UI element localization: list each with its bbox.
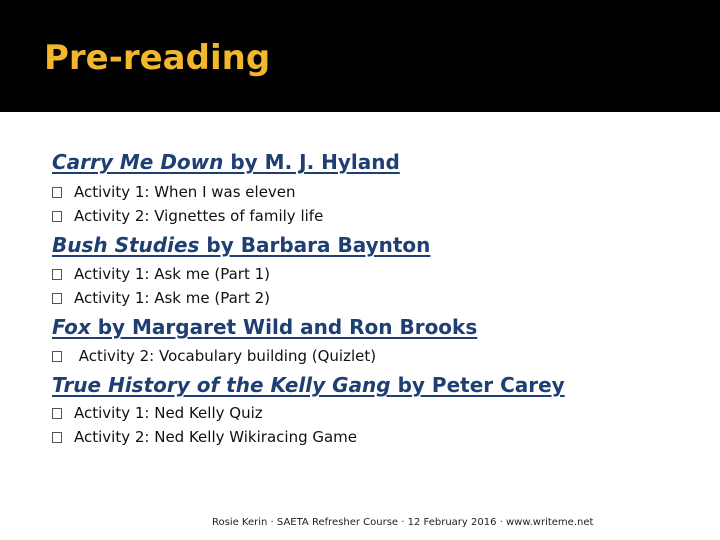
list-item	[52, 183, 296, 201]
list-item	[52, 289, 270, 307]
checkbox-bullet-icon	[52, 269, 62, 280]
book-author: by Margaret Wild and Ron Brooks	[90, 315, 478, 339]
book-author: by Barbara Baynton	[199, 233, 431, 257]
book-title: Carry Me Down	[52, 150, 224, 174]
book-title: Fox	[52, 315, 91, 339]
slide-title: Pre-reading	[44, 38, 271, 78]
list-item-label: Activity 2: Vignettes of family life	[74, 207, 324, 225]
checkbox-bullet-icon	[52, 293, 62, 304]
checkbox-bullet-icon	[52, 408, 62, 419]
title-bar	[0, 0, 720, 112]
list-item-label: Activity 1: When I was eleven	[74, 183, 296, 201]
list-item-label: Activity 1: Ask me (Part 1)	[74, 265, 270, 283]
list-item	[52, 347, 376, 365]
list-item-label: Activity 1: Ned Kelly Quiz	[74, 404, 263, 422]
list-item-label: Activity 2: Ned Kelly Wikiracing Game	[74, 428, 358, 446]
book-author: by M. J. Hyland	[223, 150, 400, 174]
list-item	[52, 207, 323, 225]
slide-footer: Rosie Kerin · SAETA Refresher Course · 12 February 2016 · www.writeme.net	[212, 517, 594, 528]
list-item	[52, 265, 270, 283]
book-title: True History of the Kelly Gang	[52, 373, 391, 397]
list-item-label: Activity 1: Ask me (Part 2)	[74, 289, 270, 307]
checkbox-bullet-icon	[52, 351, 62, 362]
book-title: Bush Studies	[52, 233, 200, 257]
section-heading	[52, 315, 477, 339]
checkbox-bullet-icon	[52, 187, 62, 198]
section-heading	[52, 233, 430, 257]
list-item-label: Activity 2: Vocabulary building (Quizlet)	[74, 347, 377, 365]
section-heading	[52, 150, 400, 174]
list-item	[52, 404, 263, 422]
book-author: by Peter Carey	[390, 373, 565, 397]
section-heading	[52, 373, 565, 397]
checkbox-bullet-icon	[52, 211, 62, 222]
list-item	[52, 428, 357, 446]
checkbox-bullet-icon	[52, 432, 62, 443]
